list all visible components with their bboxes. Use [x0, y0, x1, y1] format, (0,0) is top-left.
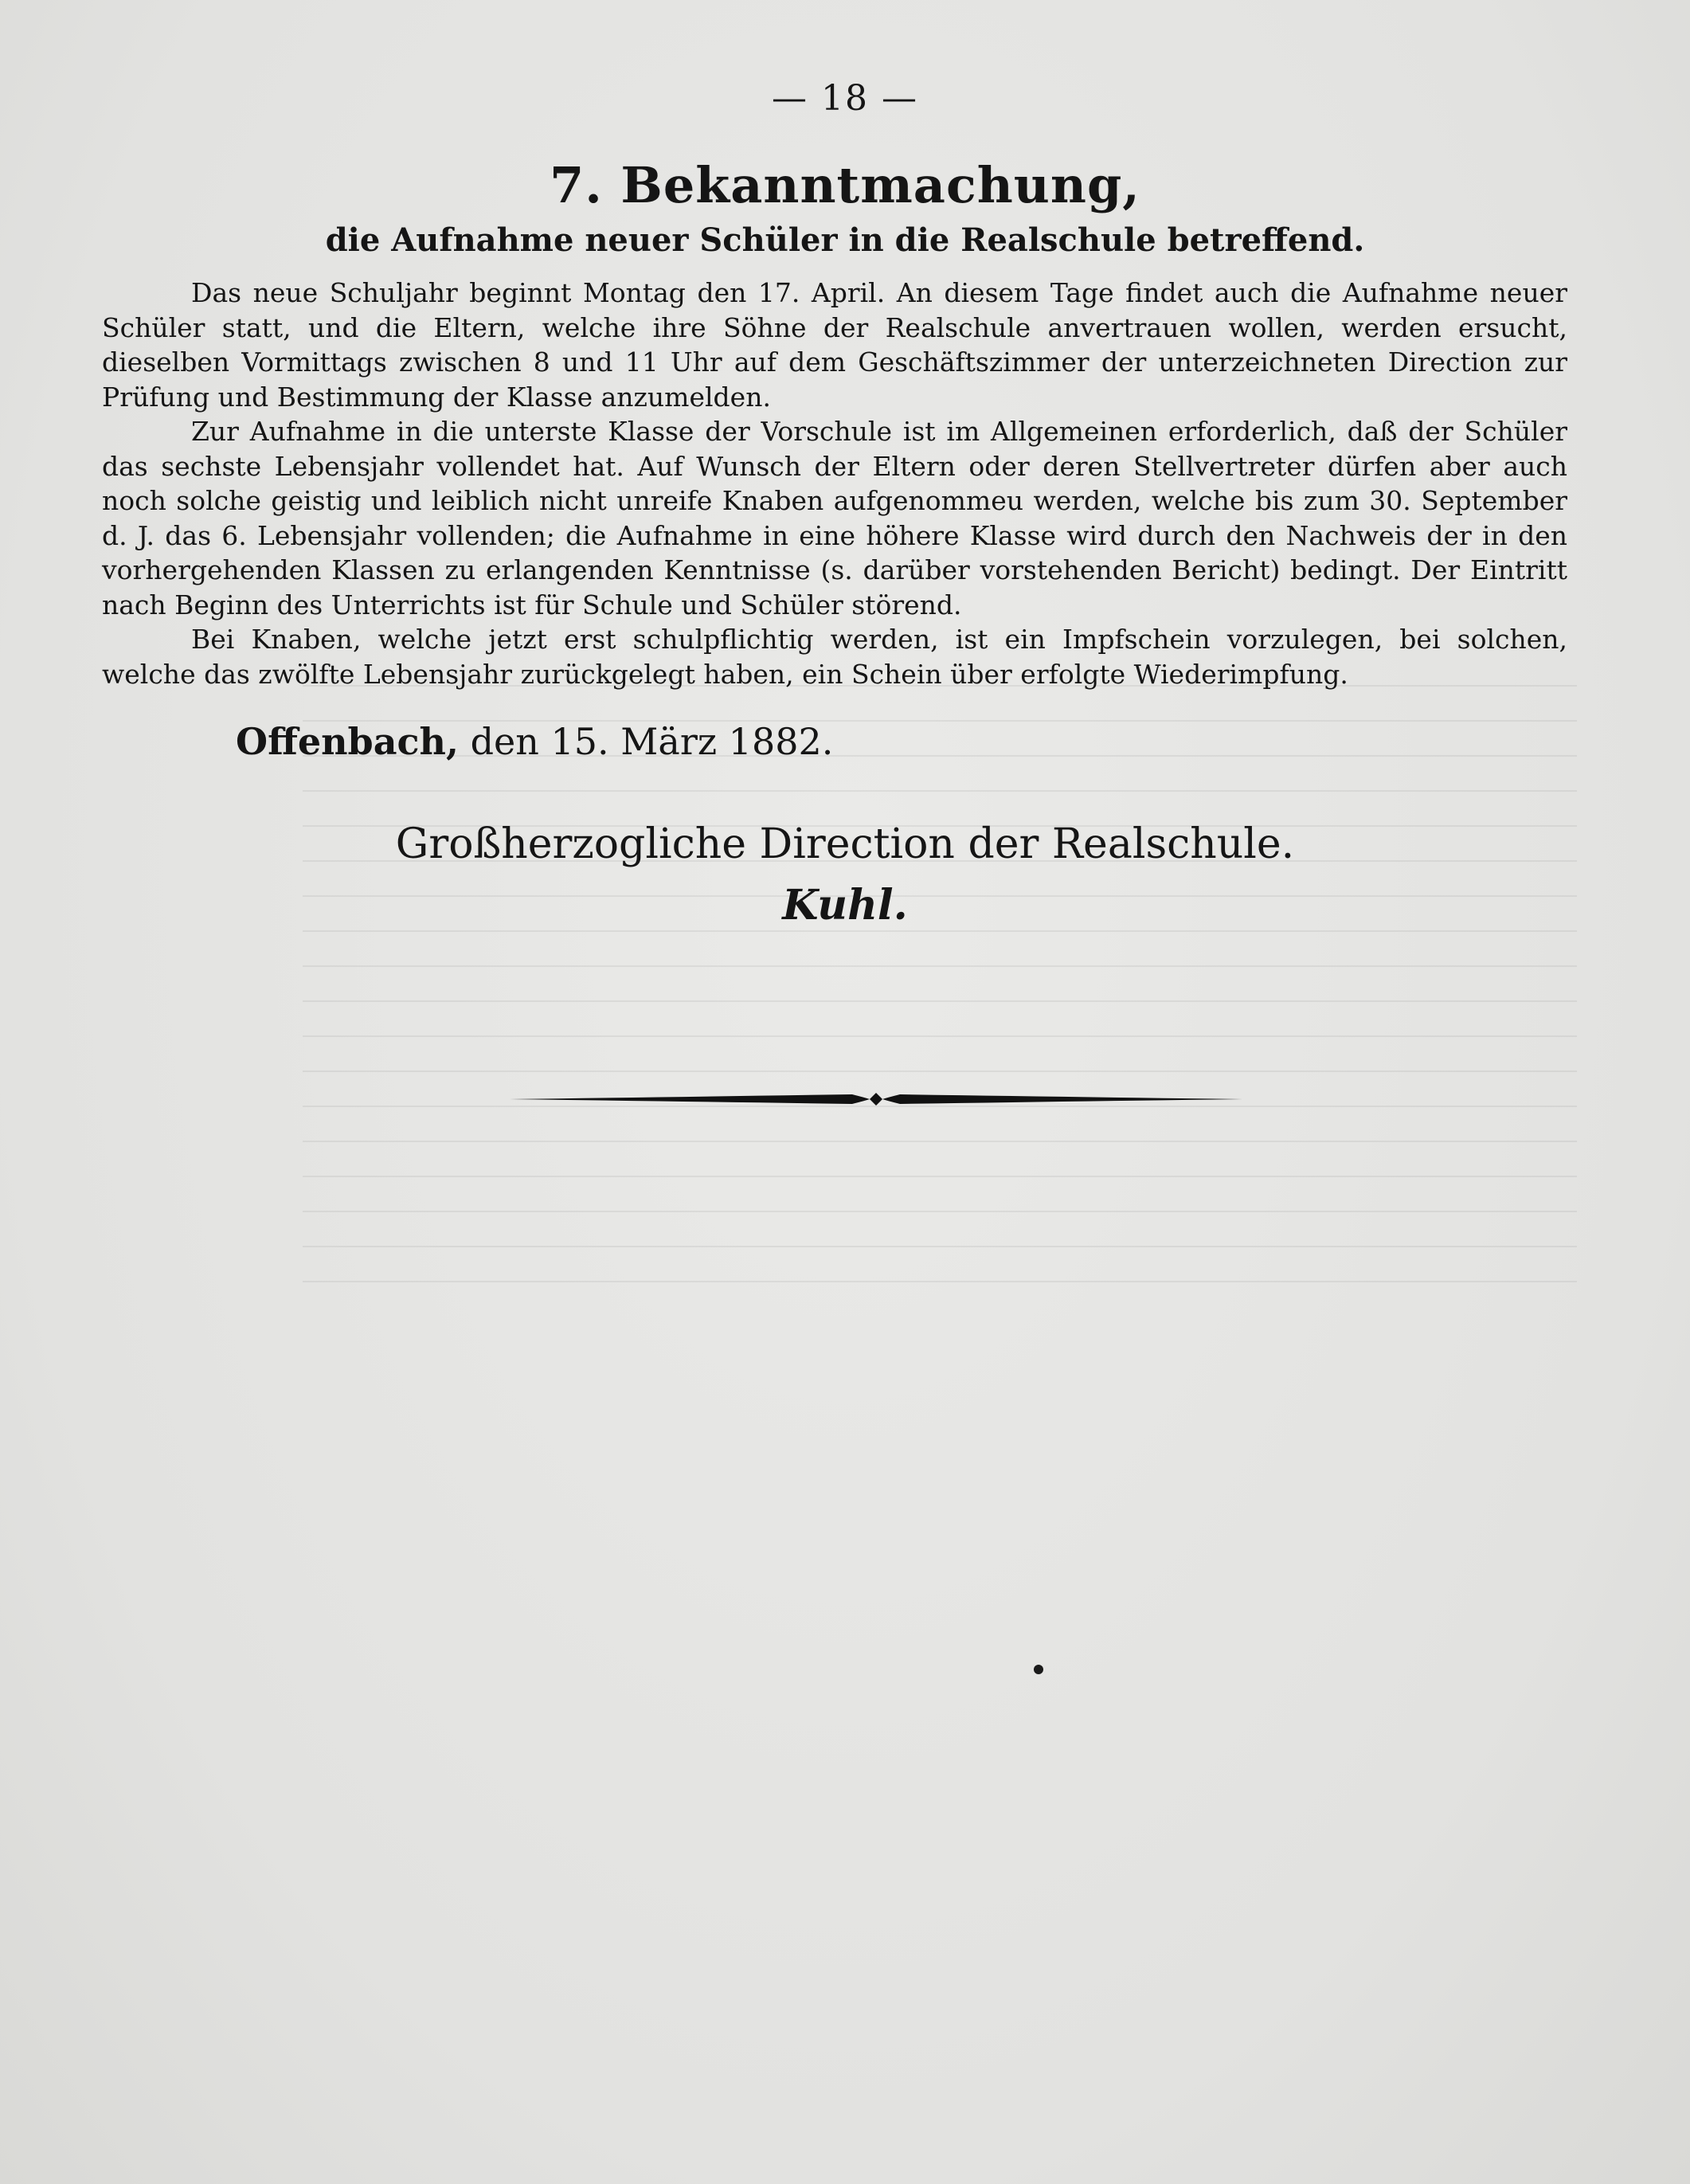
signature-organization: Großherzogliche Direction der Realschule.	[395, 820, 1295, 868]
paragraph-school-year: Das neue Schuljahr beginnt Montag den 17. April. An diesem Tage findet auch die Aufnahme neuer Schüler statt, und die Eltern, welche ihre Söhne der Realschule anvertrauen wollen, werden ersucht, dieselben Vormittags zwischen 8 und 11 Uhr auf dem Geschäftszimmer der unterzeichneten Direction zur Prüfung und Bestimmung der Klasse anzumelden.	[102, 277, 1567, 413]
ornamental-rule-icon	[510, 1083, 1242, 1115]
ink-speck	[1034, 1665, 1043, 1674]
notice-title: 7. Bekanntmachung,	[550, 156, 1140, 214]
date-text: den 15. März 1882.	[470, 720, 834, 763]
signature-name: Kuhl.	[782, 881, 908, 930]
paragraph-vaccination: Bei Knaben, welche jetzt erst schulpflichtig werden, ist ein Impfschein vorzulegen, bei solchen, welche das zwölfte Lebensjahr zurückgelegt haben, ein Schein über erfolgte Wiederimpfung.	[102, 624, 1567, 690]
date-line	[236, 720, 833, 763]
paragraph-admission-rules: Zur Aufnahme in die unterste Klasse der Vorschule ist im Allgemeinen erforderlich, daß der Schüler das sechste Lebensjahr vollendet hat. Auf Wunsch der Eltern oder deren Stellvertreter dürfen aber auch noch solche geistig und leiblich nicht unreife Knaben aufgenommeu werden, welche bis zum 30. September d. J. das 6. Lebensjahr vollenden; die Aufnahme in eine höhere Klasse wird durch den Nachweis der in den vorhergehenden Klassen zu erlangenden Kenntnisse (s. darüber vorstehenden Bericht) bedingt. Der Eintritt nach Beginn des Unterrichts ist für Schule und Schüler störend.	[102, 416, 1567, 620]
notice-body	[102, 276, 1567, 691]
show-through-texture	[303, 685, 1577, 1290]
date-place: Offenbach,	[236, 720, 459, 763]
notice-subtitle: die Aufnahme neuer Schüler in die Realschule betreffend.	[325, 221, 1365, 259]
page-number: — 18 —	[772, 78, 918, 119]
